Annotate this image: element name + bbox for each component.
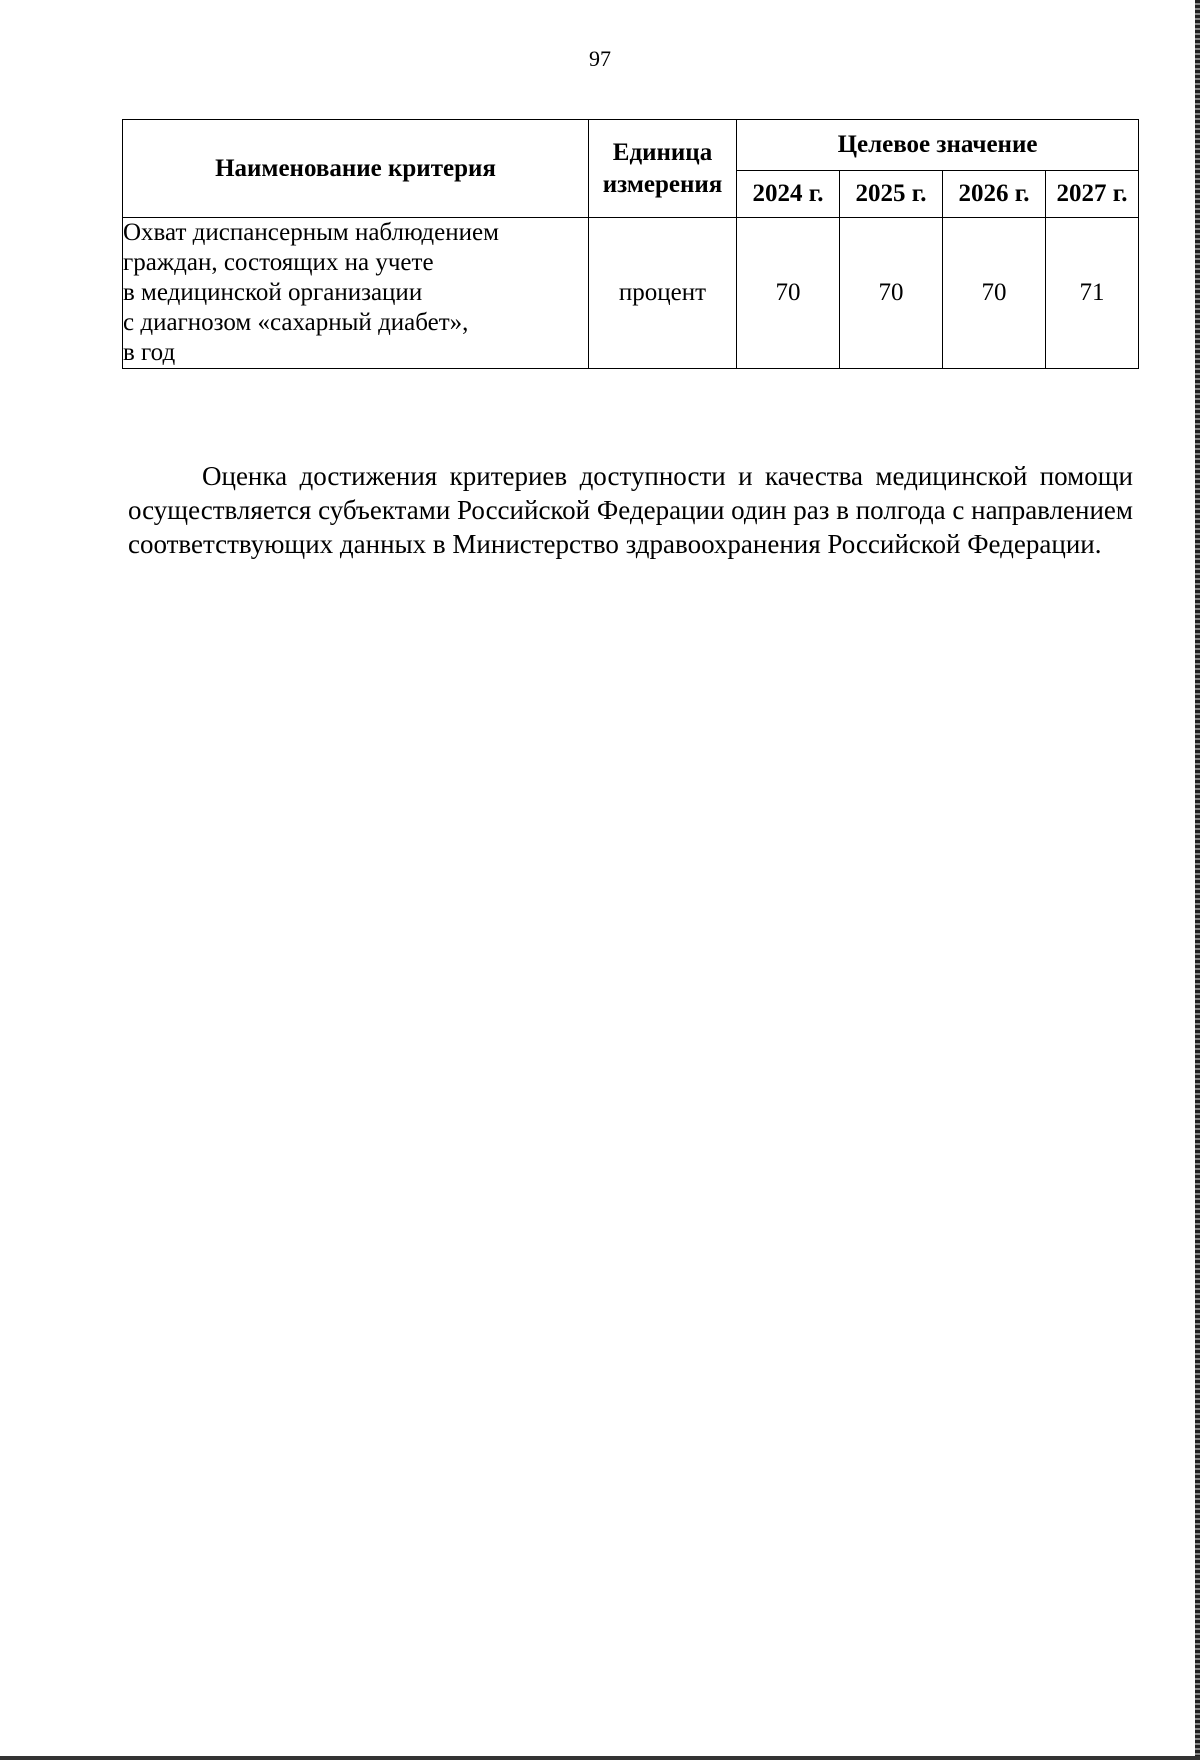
header-unit <box>589 120 737 218</box>
page-number: 97 <box>589 46 611 71</box>
header-year-2025: 2025 г. <box>840 171 943 218</box>
header-unit-line-2: измерения <box>602 170 723 198</box>
criterion-name-line: граждан, состоящих на учете <box>123 249 434 276</box>
header-year-2026: 2026 г. <box>943 171 1046 218</box>
table-row <box>123 218 1139 369</box>
header-unit-line-1: Единица <box>612 138 713 166</box>
unit-cell: процент <box>589 218 737 369</box>
criterion-name-line: Охват диспансерным наблюдением <box>123 219 499 246</box>
header-criterion-name: Наименование критерия <box>123 120 589 218</box>
criterion-name-cell <box>123 218 589 369</box>
value-2025-cell: 70 <box>840 218 943 369</box>
criteria-table <box>122 119 1139 369</box>
body-paragraph: Оценка достижения критериев доступности и качества медицинской помощи осуществляется субъектами Российской Федерации один раз в полгода с направлением соответствующих данных в Министерство здравоохранения Российской Федерации. <box>128 461 1133 559</box>
criterion-name-line: в год <box>123 339 176 366</box>
scan-edge-bottom <box>0 1756 1200 1760</box>
value-2026-cell: 70 <box>943 218 1046 369</box>
value-2027-cell: 71 <box>1046 218 1139 369</box>
header-target-value: Целевое значение <box>737 120 1139 171</box>
header-year-2027: 2027 г. <box>1046 171 1139 218</box>
scan-edge-right <box>1195 0 1200 1760</box>
criterion-name-line: с диагнозом «сахарный диабет», <box>123 309 469 336</box>
criterion-name-line: в медицинской организации <box>123 279 423 306</box>
header-year-2024: 2024 г. <box>737 171 840 218</box>
value-2024-cell: 70 <box>737 218 840 369</box>
